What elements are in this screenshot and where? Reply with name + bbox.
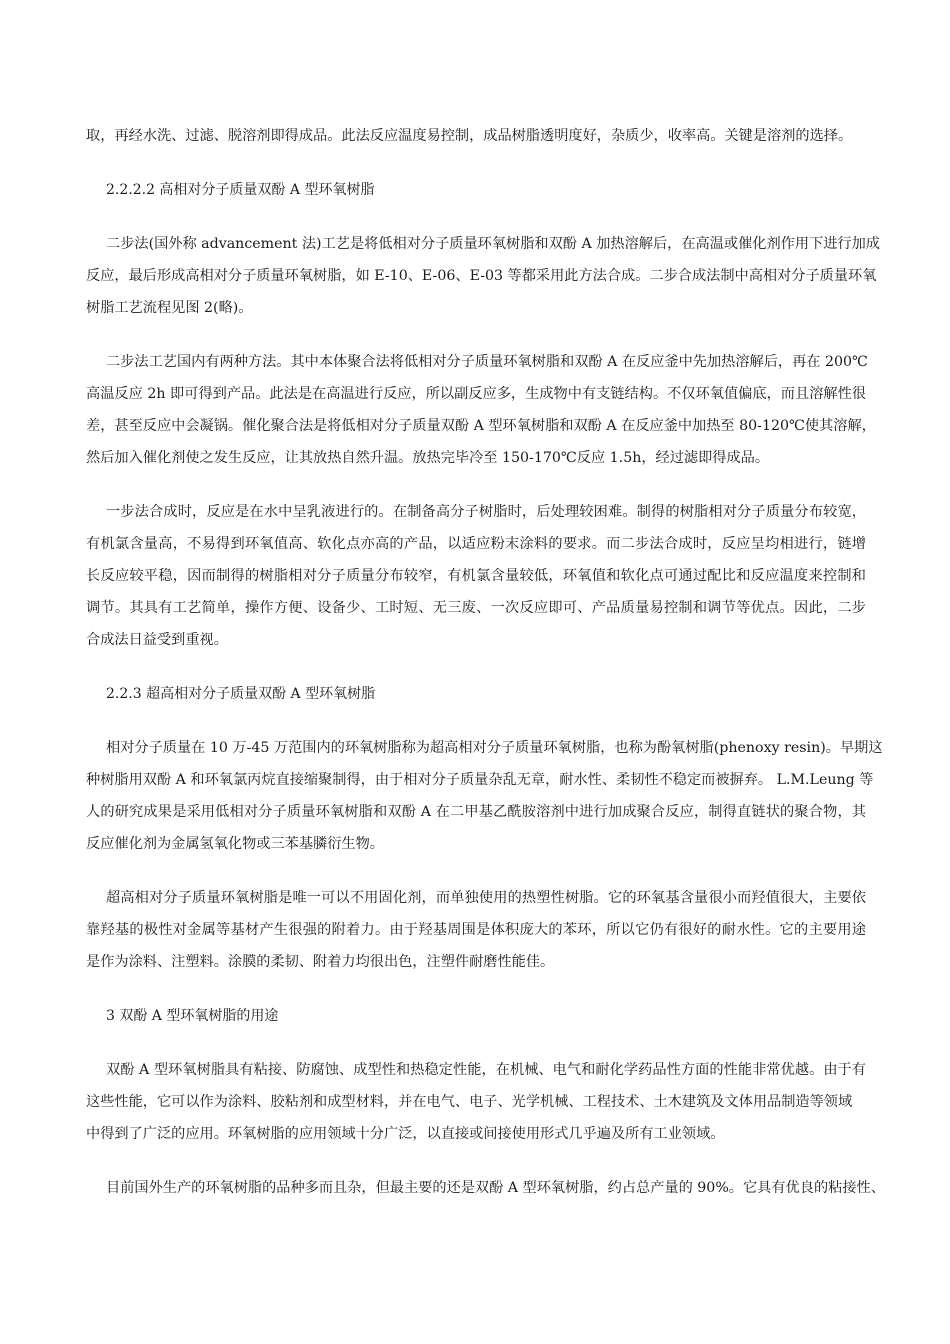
paragraph-line: 一步法合成时，反应是在水中呈乳液进行的。在制备高分子树脂时，后处理较困难。制得的树脂相对分子质量分布较宽， [106, 504, 866, 520]
paragraph-line: 有机氯含量高，不易得到环氧值高、软化点亦高的产品，以适应粉末涂料的要求。而二步法合成时，反应呈均相进行，链增 [86, 536, 866, 552]
paragraph-line: 反应催化剂为金属氢氧化物或三苯基膦衍生物。 [86, 836, 384, 852]
paragraph-line: 调节。其具有工艺简单，操作方便、设备少、工时短、无三废、一次反应即可、产品质量易控制和调节等优点。因此，二步 [86, 600, 866, 616]
paragraph-line: 超高相对分子质量环氧树脂是唯一可以不用固化剂，而单独使用的热塑性树脂。它的环氧基含量很小而羟值很大，主要依 [106, 890, 866, 906]
section-heading-3: 3 双酚 A 型环氧树脂的用途 [106, 1008, 279, 1024]
section-heading-2-2-3: 2.2.3 超高相对分子质量双酚 A 型环氧树脂 [106, 686, 376, 702]
paragraph-line: 合成法日益受到重视。 [86, 632, 228, 648]
paragraph-line: 中得到了广泛的应用。环氧树脂的应用领域十分广泛，以直接或间接使用形式几乎遍及所有工业领域。 [86, 1126, 725, 1142]
paragraph-line: 长反应较平稳，因而制得的树脂相对分子质量分布较窄，有机氯含量较低，环氧值和软化点可通过配比和反应温度来控制和 [86, 568, 866, 584]
paragraph-line: 反应，最后形成高相对分子质量环氧树脂，如 E-10、E-06、E-03 等都采用此方法合成。二步合成法制中高相对分子质量环氧 [86, 268, 877, 284]
paragraph-line: 然后加入催化剂使之发生反应，让其放热自然升温。放热完毕冷至 150-170℃反应 1.5h，经过滤即得成品。 [86, 450, 770, 466]
paragraph-line: 这些性能，它可以作为涂料、胶粘剂和成型材料，并在电气、电子、光学机械、工程技术、土木建筑及文体用品制造等领域 [86, 1094, 853, 1110]
paragraph-line: 树脂工艺流程见图 2(略)。 [86, 300, 253, 316]
paragraph-line: 靠羟基的极性对金属等基材产生很强的附着力。由于羟基周围是体积庞大的苯环，所以它仍有很好的耐水性。它的主要用途 [86, 922, 866, 938]
paragraph-line: 二步法(国外称 advancement 法)工艺是将低相对分子质量环氧树脂和双酚 A 加热溶解后，在高温或催化剂作用下进行加成 [106, 236, 880, 252]
paragraph-line: 差，甚至反应中会凝锅。催化聚合法是将低相对分子质量双酚 A 型环氧树脂和双酚 A 在反应釜中加热至 80-120℃使其溶解， [86, 418, 876, 434]
paragraph-line: 是作为涂料、注塑料。涂膜的柔韧、附着力均很出色，注塑件耐磨性能佳。 [86, 954, 555, 970]
paragraph-line: 种树脂用双酚 A 和环氧氯丙烷直接缩聚制得，由于相对分子质量杂乱无章，耐水性、柔韧性不稳定而被摒弃。 L.M.Leung 等 [86, 772, 874, 788]
section-heading-2-2-2-2: 2.2.2.2 高相对分子质量双酚 A 型环氧树脂 [106, 182, 375, 198]
paragraph-line: 取，再经水洗、过滤、脱溶剂即得成品。此法反应温度易控制，成品树脂透明度好，杂质少，收率高。关键是溶剂的选择。 [86, 128, 853, 144]
paragraph-line: 目前国外生产的环氧树脂的品种多而且杂，但最主要的还是双酚 A 型环氧树脂，约占总产量的 90%。它具有优良的粘接性、 [106, 1180, 885, 1196]
paragraph-line: 相对分子质量在 10 万-45 万范围内的环氧树脂称为超高相对分子质量环氧树脂，也称为酚氧树脂(phenoxy resin)。早期这 [106, 740, 883, 756]
paragraph-line: 高温反应 2h 即可得到产品。此法是在高温进行反应，所以副反应多，生成物中有支链结构。不仅环氧值偏底，而且溶解性很 [86, 386, 866, 402]
paragraph-line: 人的研究成果是采用低相对分子质量环氧树脂和双酚 A 在二甲基乙酰胺溶剂中进行加成聚合反应，制得直链状的聚合物，其 [86, 804, 866, 820]
paragraph-line: 双酚 A 型环氧树脂具有粘接、防腐蚀、成型性和热稳定性能，在机械、电气和耐化学药品性方面的性能非常优越。由于有 [106, 1062, 866, 1078]
paragraph-line: 二步法工艺国内有两种方法。其中本体聚合法将低相对分子质量环氧树脂和双酚 A 在反应釜中先加热溶解后，再在 200℃ [106, 354, 868, 370]
